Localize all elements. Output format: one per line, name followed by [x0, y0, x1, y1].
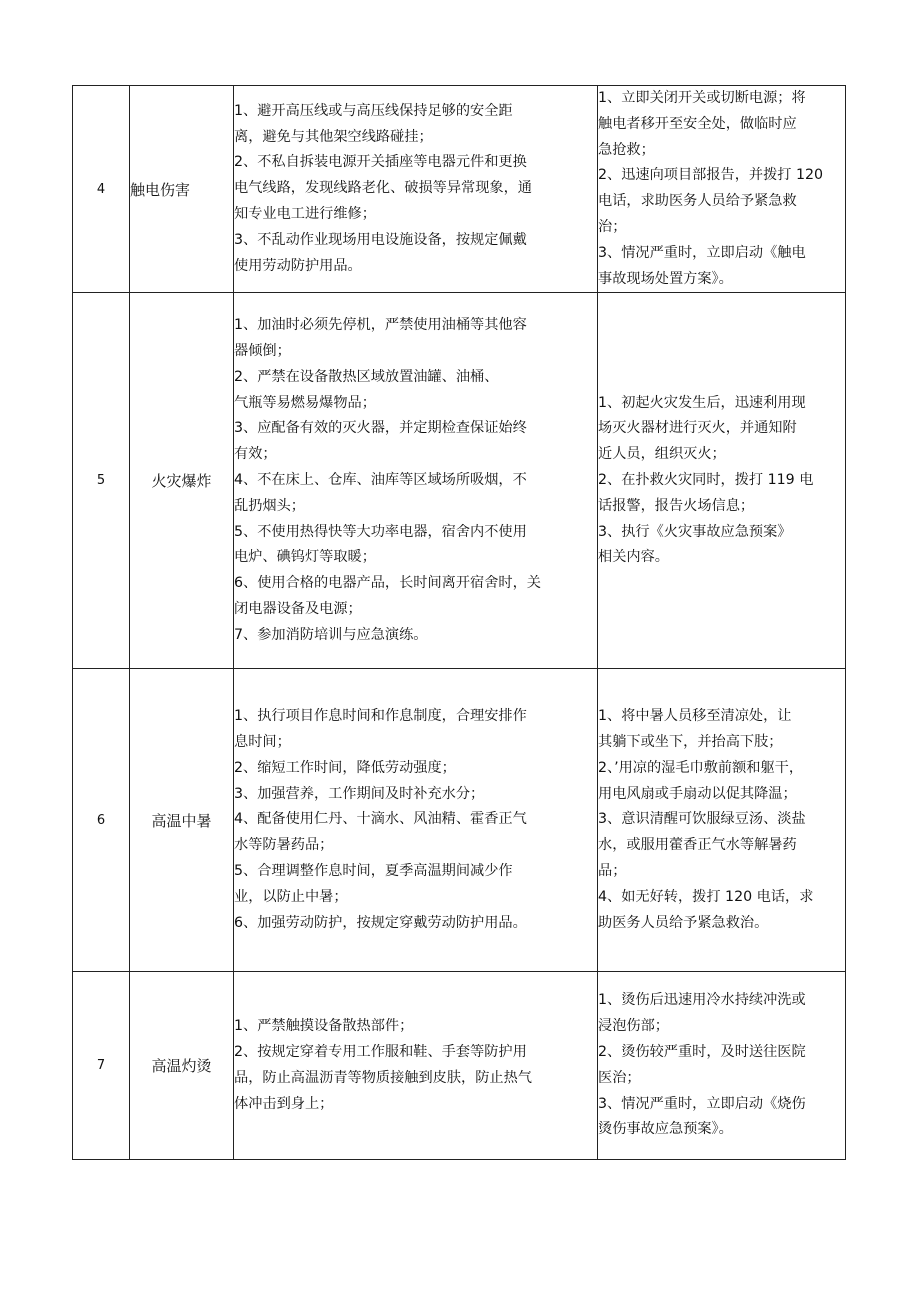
table-row [73, 972, 846, 1160]
text-line: 2、’用凉的湿毛巾敷前额和躯干， [598, 759, 804, 776]
hazard-name: 高温中暑 [130, 669, 234, 972]
text-line: 离，避免与其他架空线路碰挂； [234, 128, 433, 145]
text-line: 使用劳动防护用品。 [234, 257, 362, 274]
text-line: 3、意识清醒可饮服绿豆汤、淡盐 [598, 811, 806, 828]
text-line: 近人员，组织灭火； [598, 446, 726, 463]
text-line: 烫伤事故应急预案》。 [598, 1121, 733, 1138]
text-line: 5、合理调整作息时间，夏季高温期间减少作 [234, 863, 513, 880]
text-line: 息时间； [234, 734, 291, 751]
text-line: 4、配备使用仁丹、十滴水、风油精、霍香正气 [234, 811, 527, 828]
text-line: 2、烫伤较严重时，及时送往医院 [598, 1044, 806, 1061]
text-line: 1、避开高压线或与高压线保持足够的安全距 [234, 102, 513, 119]
text-line: 话报警，报告火场信息； [598, 497, 755, 514]
text-line: 4、不在床上、仓库、油库等区域场所吸烟，不 [234, 471, 527, 488]
text-line: 品； [598, 863, 627, 880]
text-line: 2、不私自拆装电源开关插座等电器元件和更换 [234, 154, 527, 171]
emergency-response [598, 86, 846, 293]
row-number: 6 [73, 669, 130, 972]
row-number: 5 [73, 293, 130, 669]
text-line: 其躺下或坐下，并抬高下肢； [598, 734, 783, 751]
row-number: 7 [73, 972, 130, 1160]
text-line: 3、执行《火灾事故应急预案》 [598, 523, 792, 540]
text-line: 气瓶等易燃易爆物品； [234, 394, 376, 411]
text-line: 事故现场处置方案》。 [598, 270, 733, 287]
text-line: 3、应配备有效的灭火器，并定期检查保证始终 [234, 420, 527, 437]
prevention-measures [234, 86, 598, 293]
text-line: 水，或服用藿香正气水等解暑药 [598, 837, 797, 854]
text-line: 2、迅速向项目部报告，并拨打 120 [598, 167, 824, 184]
text-line: 电话，求助医务人员给予紧急救 [598, 193, 797, 210]
text-line: 1、将中暑人员移至清凉处，让 [598, 708, 792, 725]
text-line: 急抢救； [598, 141, 655, 158]
text-line: 浸泡伤部； [598, 1018, 669, 1035]
text-line: 1、加油时必须先停机，严禁使用油桶等其他容 [234, 317, 527, 334]
text-line: 用电风扇或手扇动以促其降温； [598, 785, 797, 802]
text-line: 助医务人员给予紧急救治。 [598, 914, 769, 931]
text-line: 1、立即关闭开关或切断电源；将 [598, 90, 806, 106]
text-line: 1、初起火灾发生后，迅速利用现 [598, 394, 806, 411]
text-line: 触电者移开至安全处，做临时应 [598, 115, 797, 132]
text-line: 水等防暑药品； [234, 837, 334, 854]
text-line: 5、不使用热得快等大功率电器，宿舍内不使用 [234, 523, 527, 540]
text-line: 2、严禁在设备散热区域放置油罐、油桶、 [234, 368, 499, 385]
hazard-measures-table [72, 85, 846, 1160]
row-number: 4 [73, 86, 130, 293]
text-line: 有效； [234, 446, 277, 463]
text-line: 知专业电工进行维修； [234, 206, 376, 223]
emergency-response [598, 972, 846, 1160]
text-line: 4、如无好转，拨打 120 电话，求 [598, 888, 814, 905]
text-line: 2、按规定穿着专用工作服和鞋、手套等防护用 [234, 1044, 527, 1061]
text-line: 业，以防止中暑； [234, 888, 348, 905]
text-line: 体冲击到身上； [234, 1095, 334, 1112]
text-line: 1、烫伤后迅速用冷水持续冲洗或 [598, 992, 806, 1009]
text-line: 7、参加消防培训与应急演练。 [234, 626, 428, 643]
text-line: 器倾倒； [234, 342, 291, 359]
text-line: 2、在扑救火灾同时，拨打 119 电 [598, 471, 814, 488]
prevention-measures [234, 293, 598, 669]
text-line: 2、缩短工作时间，降低劳动强度； [234, 759, 456, 776]
text-line: 3、加强营养，工作期间及时补充水分； [234, 785, 485, 802]
text-line: 6、使用合格的电器产品，长时间离开宿舍时，关 [234, 575, 541, 592]
text-line: 乱扔烟头； [234, 497, 305, 514]
emergency-response [598, 293, 846, 669]
prevention-measures [234, 972, 598, 1160]
text-line: 治； [598, 218, 627, 235]
prevention-measures [234, 669, 598, 972]
hazard-name: 高温灼烫 [130, 972, 234, 1160]
hazard-name: 触电伤害 [130, 86, 234, 293]
hazard-name: 火灾爆炸 [130, 293, 234, 669]
text-line: 电炉、碘钨灯等取暖； [234, 549, 376, 566]
text-line: 闭电器设备及电源； [234, 600, 362, 617]
table-row [73, 669, 846, 972]
text-line: 相关内容。 [598, 549, 669, 566]
text-line: 3、情况严重时，立即启动《烧伤 [598, 1095, 806, 1112]
text-line: 1、执行项目作息时间和作息制度，合理安排作 [234, 708, 527, 725]
emergency-response [598, 669, 846, 972]
table-row [73, 293, 846, 669]
text-line: 1、严禁触摸设备散热部件； [234, 1018, 414, 1035]
text-line: 品，防止高温沥青等物质接触到皮肤，防止热气 [234, 1069, 532, 1086]
table-row [73, 86, 846, 293]
text-line: 场灭火器材进行灭火，并通知附 [598, 420, 797, 437]
text-line: 3、情况严重时，立即启动《触电 [598, 244, 806, 261]
text-line: 3、不乱动作业现场用电设施设备，按规定佩戴 [234, 231, 527, 248]
text-line: 6、加强劳动防护，按规定穿戴劳动防护用品。 [234, 914, 527, 931]
text-line: 医治； [598, 1069, 641, 1086]
text-line: 电气线路，发现线路老化、破损等异常现象，通 [234, 180, 532, 197]
